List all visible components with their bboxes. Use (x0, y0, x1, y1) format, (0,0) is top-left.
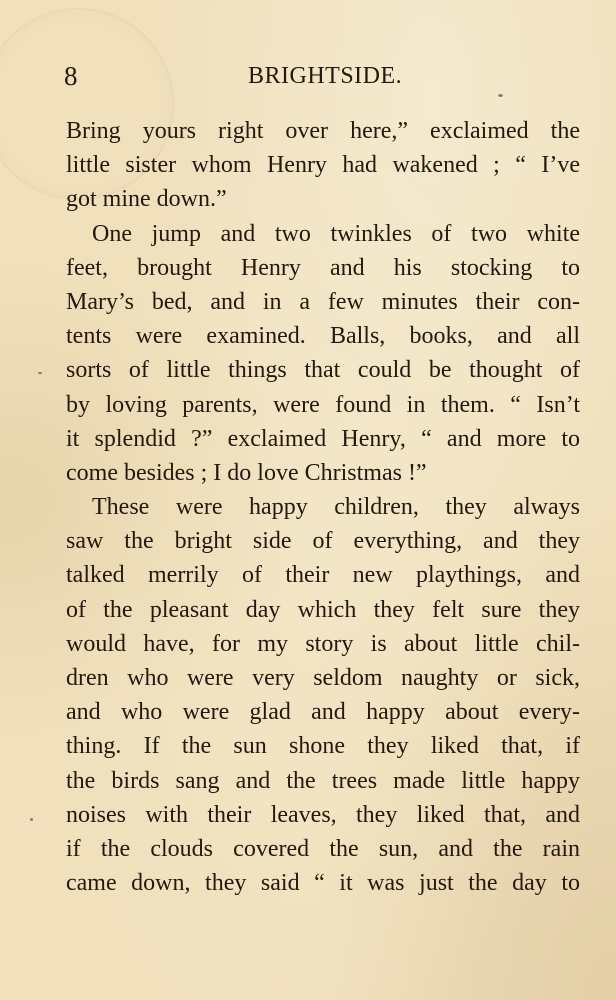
paper-speck (498, 94, 503, 97)
paper-speck (30, 818, 33, 821)
text-line: talked merrily of their new playthings, and (66, 562, 580, 589)
text-line: come besides ; I do love Christmas !” (66, 459, 427, 486)
text-line: it splendid ?” exclaimed Henry, “ and more to (66, 425, 580, 452)
text-line: Mary’s bed, and in a few minutes their con- (66, 288, 580, 315)
text-line: would have, for my story is about little chil- (66, 630, 580, 657)
page-number: 8 (64, 61, 78, 91)
text-line: thing. If the sun shone they liked that, if (66, 733, 580, 760)
text-line: noises with their leaves, they liked that, and (66, 801, 580, 828)
text-line: of the pleasant day which they felt sure they (66, 596, 580, 623)
text-line: saw the bright side of everything, and they (66, 528, 580, 555)
text-line: One jump and two twinkles of two white (92, 220, 580, 247)
text-line: the birds sang and the trees made little happy (66, 767, 580, 794)
text-line: These were happy children, they always (92, 494, 580, 521)
paper-speck (38, 372, 42, 374)
text-line: little sister whom Henry had wakened ; “ I’ve (66, 152, 580, 179)
text-line: tents were examined. Balls, books, and all (66, 323, 580, 350)
text-line: dren who were very seldom naughty or sick, (66, 665, 580, 691)
text-line: feet, brought Henry and his stocking to (66, 254, 580, 281)
text-line: and who were glad and happy about every- (66, 699, 580, 726)
page-text (66, 114, 580, 914)
text-line: came down, they said “ it was just the day to (66, 870, 580, 897)
text-line: if the clouds covered the sun, and the rain (66, 835, 580, 862)
text-line: sorts of little things that could be thought of (66, 357, 580, 384)
text-line: got mine down.” (66, 186, 227, 213)
text-line: Bring yours right over here,” exclaimed the (66, 118, 580, 144)
running-head: BRIGHTSIDE. (248, 63, 403, 89)
text-line: by loving parents, were found in them. “ Isn’t (66, 391, 580, 418)
